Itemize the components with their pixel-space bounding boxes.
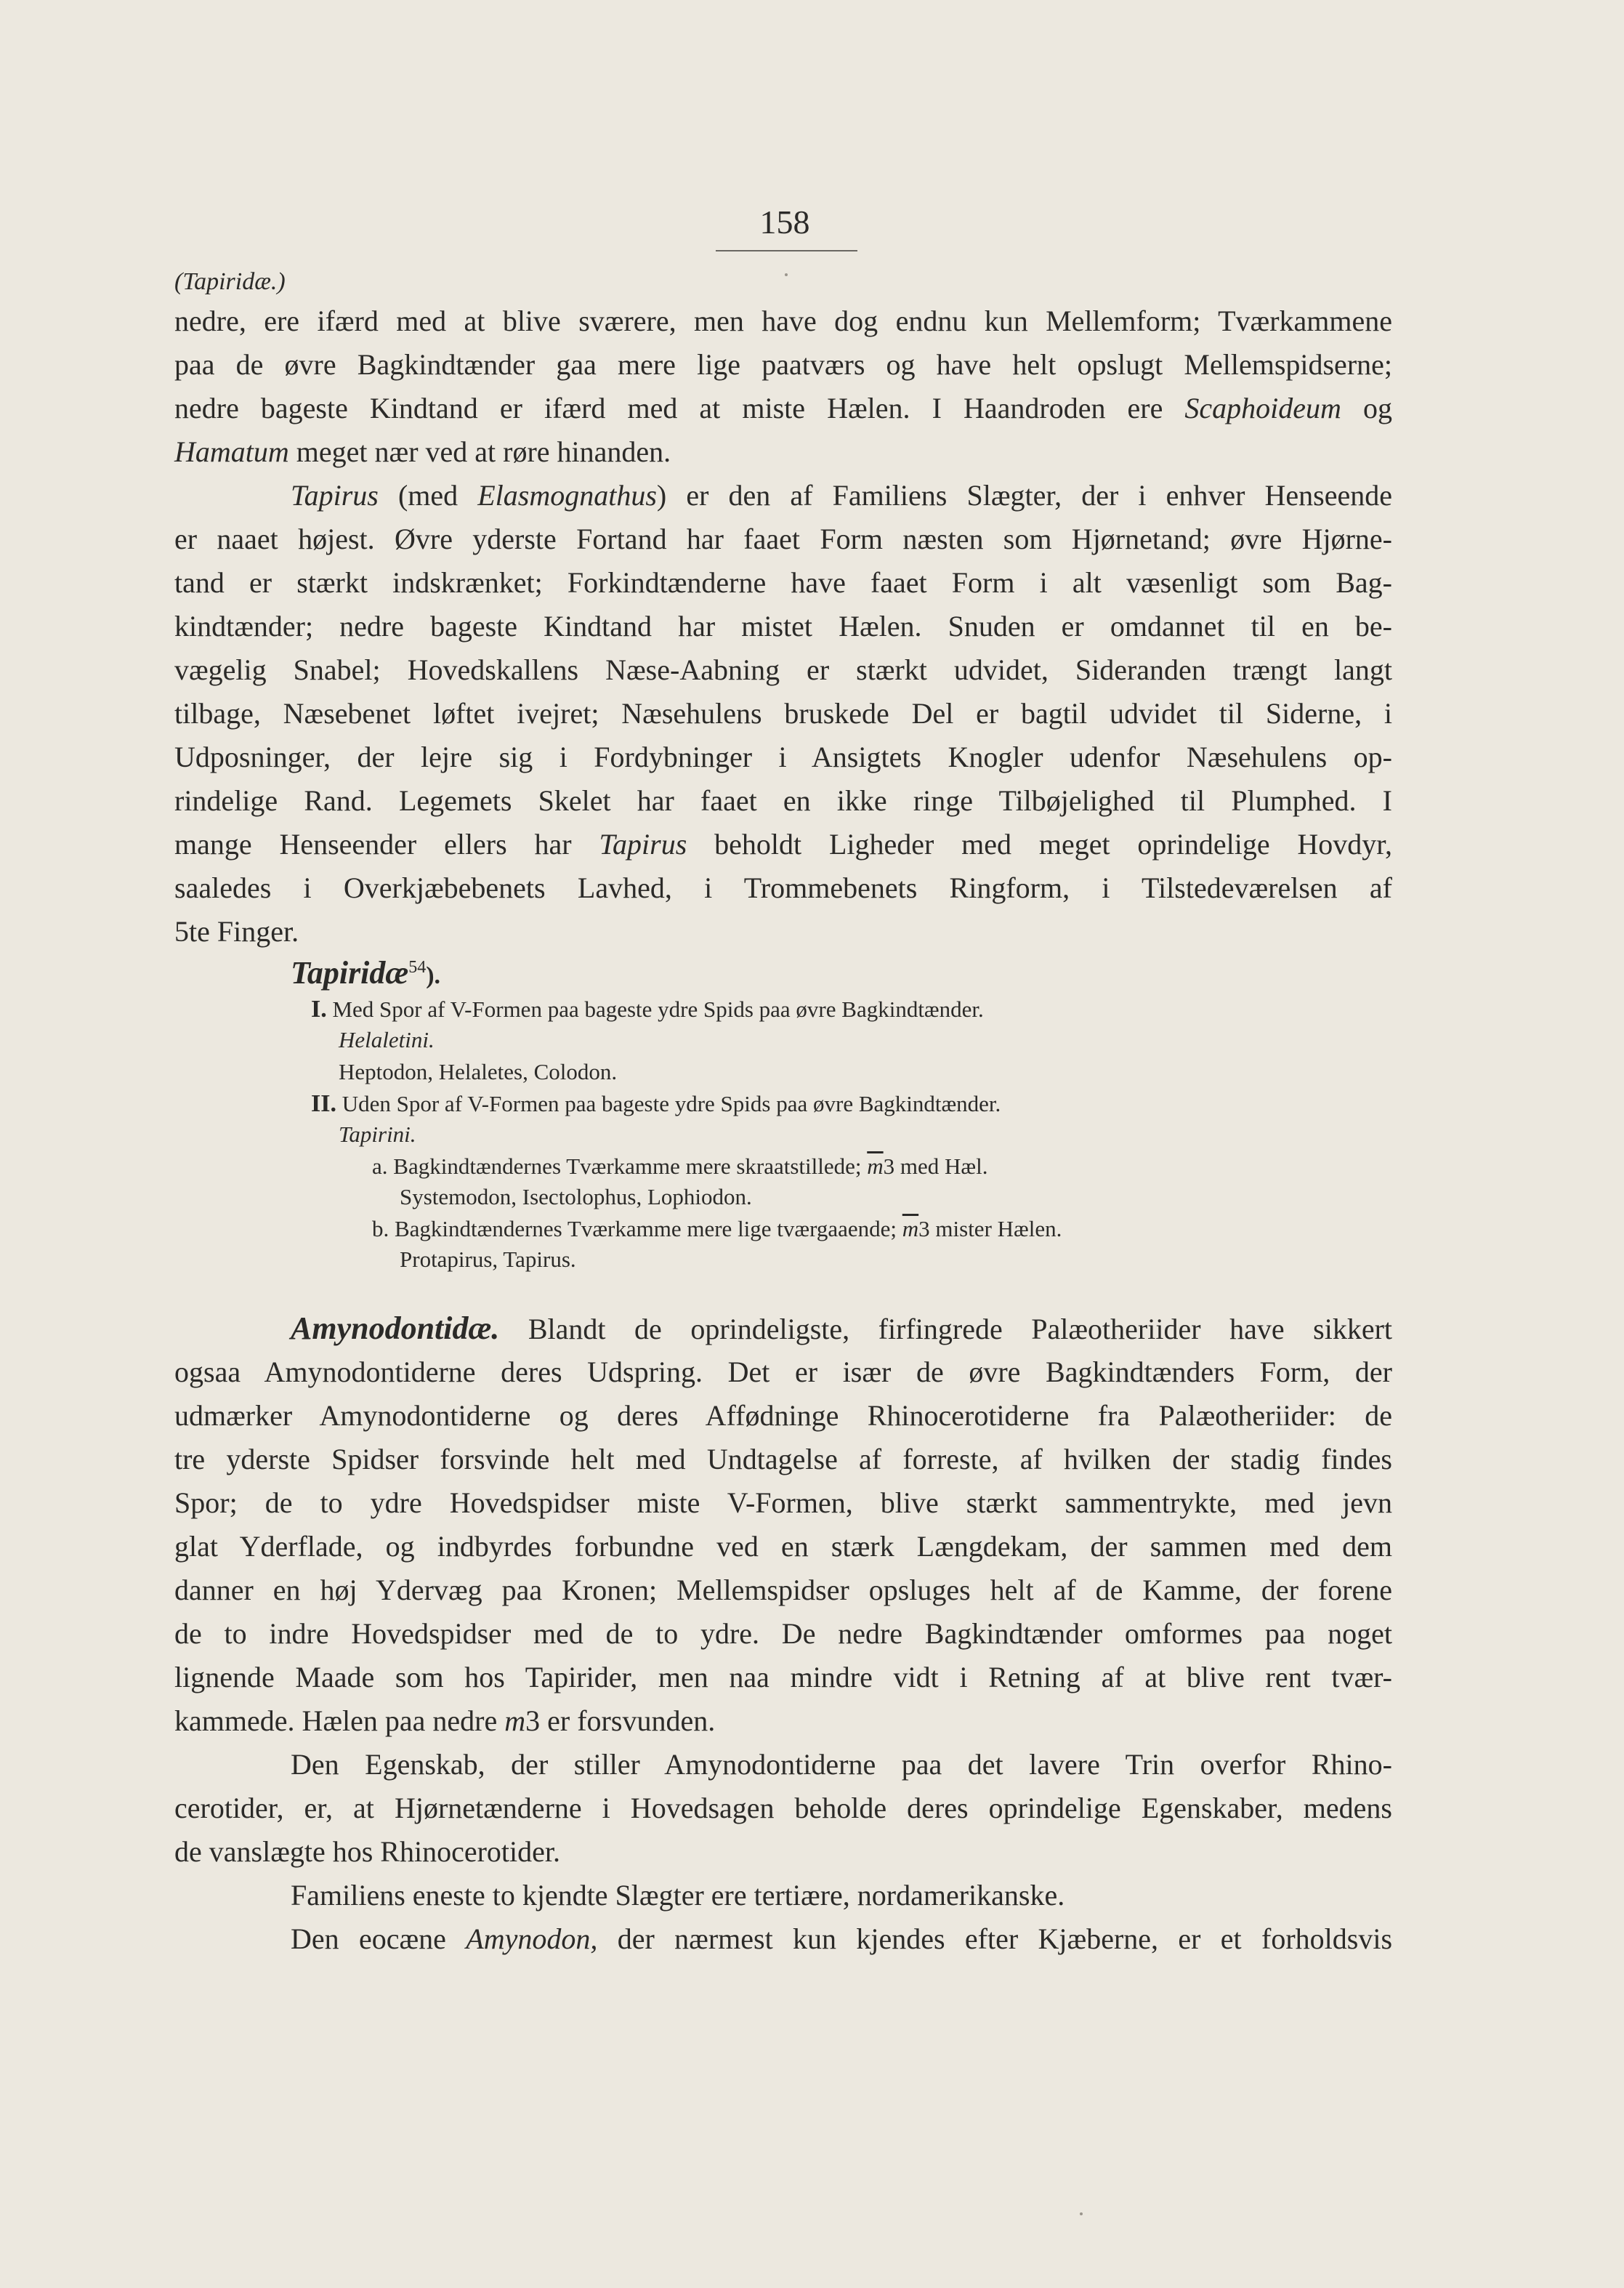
text-line: Familiens eneste to kjendte Slægter ere tertiære, nordamerikanske. xyxy=(291,1879,1065,1912)
text-line: Tapirus (med Elasmognathus) er den af Familiens Slægter, der i enhver Henseende xyxy=(291,479,1392,512)
class-genera: Protapirus, Tapirus. xyxy=(400,1246,576,1272)
running-head: (Tapiridæ.) xyxy=(174,268,286,295)
text-line: tilbage, Næsebenet løftet ivejret; Næsehulens bruskede Del er bagtil udvidet til Siderne, i xyxy=(174,697,1392,730)
text-line: nedre bageste Kindtand er ifærd med at miste Hælen. I Haandroden ere Scaphoideum og xyxy=(174,392,1393,424)
text-line: Udposninger, der lejre sig i Fordybninger i Ansigtets Knogler udenfor Næsehulens op- xyxy=(174,741,1392,773)
text-line: paa de øvre Bagkindtænder gaa mere lige paatværs og have helt opslugt Mellemspidserne; xyxy=(174,348,1392,381)
text-line: lignende Maade som hos Tapirider, men naa mindre vidt i Retning af at blive rent tvær- xyxy=(174,1661,1392,1693)
text-line: 5te Finger. xyxy=(174,915,299,948)
text-line: tand er stærkt indskrænket; Forkindtænderne have faaet Form i alt væsenligt som Bag- xyxy=(174,566,1392,599)
text-line: kindtænder; nedre bageste Kindtand har mistet Hælen. Snuden er omdannet til en be- xyxy=(174,610,1392,643)
section-heading: Amynodontidæ. xyxy=(291,1310,500,1346)
class-genera: Systemodon, Isectolophus, Lophiodon. xyxy=(400,1184,752,1209)
header-rule xyxy=(716,250,857,251)
text-line: udmærker Amynodontiderne og deres Affødninge Rhinocerotiderne fra Palæotheriider: de xyxy=(174,1399,1392,1432)
class-sub-a: a. Bagkindtændernes Tværkamme mere skraatstillede; $\overline{m}3$ med Hæl. xyxy=(372,1153,988,1179)
text-line: tre yderste Spidser forsvinde helt med Undtagelse af forreste, af hvilken der stadig findes xyxy=(174,1443,1392,1475)
text-line: ogsaa Amynodontiderne deres Udspring. Det er især de øvre Bagkindtænders Form, der xyxy=(174,1356,1392,1388)
text-line: saaledes i Overkjæbebenets Lavhed, i Trommebenets Ringform, i Tilstedeværelsen af xyxy=(174,871,1392,904)
text-line: cerotider, er, at Hjørnetænderne i Hovedsagen beholde deres oprindelige Egenskaber, medens xyxy=(174,1792,1392,1824)
text-line: de to indre Hovedspidser med de to ydre. De nedre Bagkindtænder omformes paa noget xyxy=(174,1617,1392,1650)
text-line: nedre, ere ifærd med at blive sværere, men have dog endnu kun Mellemform; Tværkammene xyxy=(174,305,1392,337)
class-item-2: II. Uden Spor af V-Formen paa bageste ydre Spids paa øvre Bagkindtænder. xyxy=(311,1090,1001,1117)
text-line: Den eocæne Amynodon, der nærmest kun kjendes efter Kjæberne, er et forholdsvis xyxy=(291,1922,1393,1955)
text-line: mange Henseender ellers har Tapirus beholdt Ligheder med meget oprindelige Hovdyr, xyxy=(174,828,1393,861)
page-number: 158 xyxy=(759,204,810,241)
text-line: glat Yderflade, og indbyrdes forbundne ved en stærk Længdekam, der sammen med dem xyxy=(174,1530,1392,1563)
text-line: Spor; de to ydre Hovedspidser miste V-Formen, blive stærkt sammentrykte, med jevn xyxy=(174,1486,1392,1519)
paper-speck xyxy=(785,273,788,276)
text-line: kammede. Hælen paa nedre m3 er forsvunden. xyxy=(174,1704,716,1737)
class-genera: Heptodon, Helaletes, Colodon. xyxy=(339,1059,618,1084)
class-tribe: Tapirini. xyxy=(339,1121,416,1147)
class-item-1: I. Med Spor af V-Formen paa bageste ydre Spids paa øvre Bagkindtænder. xyxy=(311,996,984,1023)
text-line: vægelig Snabel; Hovedskallens Næse-Aabning er stærkt udvidet, Sideranden trængt langt xyxy=(174,653,1392,686)
text-line: er naaet højest. Øvre yderste Fortand har faaet Form næsten som Hjørnetand; øvre Hjørne- xyxy=(174,523,1392,555)
class-tribe: Helaletini. xyxy=(339,1027,435,1052)
classification-heading: Tapiridæ$^{54}$). xyxy=(291,955,441,991)
paper-speck xyxy=(1080,2212,1083,2215)
text-line: Den Egenskab, der stiller Amynodontiderne paa det lavere Trin overfor Rhino- xyxy=(291,1748,1392,1781)
text-line: de vanslægte hos Rhinocerotider. xyxy=(174,1835,561,1868)
text-line: rindelige Rand. Legemets Skelet har faaet en ikke ringe Tilbøjelighed til Plumphed. I xyxy=(174,784,1392,817)
class-sub-b: b. Bagkindtændernes Tværkamme mere lige tværgaaende; $\overline{m}3$ mister Hælen. xyxy=(372,1216,1062,1241)
text-line: Amynodontidæ. Blandt de oprindeligste, firfingrede Palæotheriider have sikkert xyxy=(291,1310,1393,1346)
text-line: danner en høj Ydervæg paa Kronen; Mellemspidser opsluges helt af de Kamme, der forene xyxy=(174,1574,1392,1606)
text-line: Hamatum meget nær ved at røre hinanden. xyxy=(174,435,671,468)
